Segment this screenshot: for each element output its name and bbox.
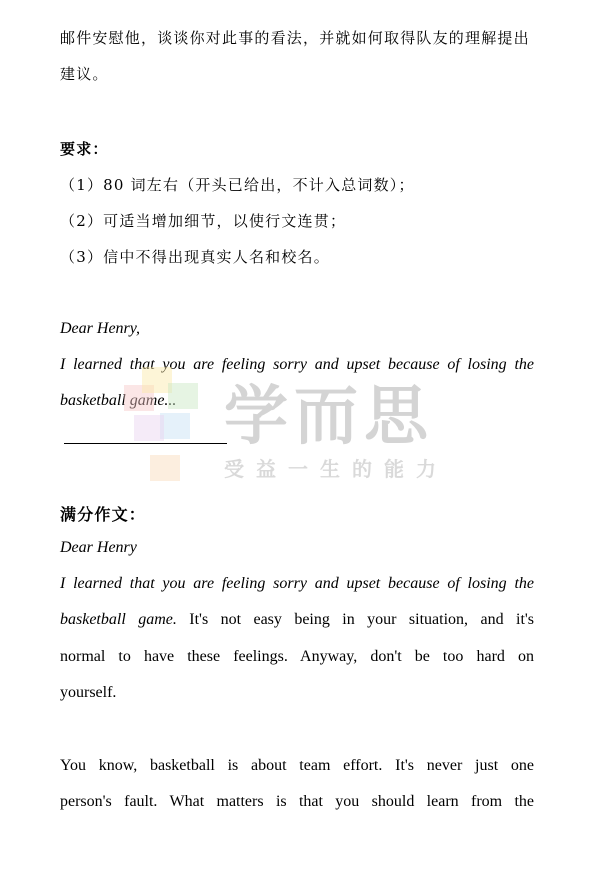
essay-p2-line-2: person's fault. What matters is that you should learn from the	[60, 793, 534, 810]
requirement-2: （2）可适当增加细节，以使行文连贯；	[60, 212, 347, 230]
essay-p1-line-3: normal to have these feelings. Anyway, don't be too hard on	[60, 648, 534, 665]
watermark-subtitle: 受益一生的能力	[224, 457, 448, 481]
watermark-square-icon	[160, 413, 190, 439]
essay-p2-line-1: You know, basketball is about team effort. It's never just one	[60, 757, 534, 774]
prompt-body-line-2: basketball game...	[60, 392, 177, 409]
essay-p1-line-2-italic: basketball game.	[60, 611, 177, 628]
essay-p1-line-2	[60, 611, 534, 629]
essay-p1-line-4: yourself.	[60, 684, 117, 701]
essay-p1-line-1: I learned that you are feeling sorry and upset because of losing the	[60, 575, 534, 592]
prompt-body-line-1: I learned that you are feeling sorry and upset because of losing the	[60, 356, 534, 373]
essay-greeting: Dear Henry	[60, 539, 137, 556]
essay-title: 满分作文：	[60, 505, 147, 524]
requirements-title: 要求：	[60, 140, 109, 158]
watermark-text: 学而思	[224, 380, 434, 454]
watermark-square-icon	[134, 415, 164, 441]
prompt-greeting: Dear Henry,	[60, 320, 140, 337]
watermark-logo	[120, 365, 480, 485]
requirement-1: （1）80 词左右（开头已给出，不计入总词数）；	[60, 176, 415, 194]
instruction-line-1: 邮件安慰他，谈谈你对此事的看法，并就如何取得队友的理解提出	[60, 29, 530, 47]
watermark-square-icon	[150, 455, 180, 481]
essay-p1-line-2-rest: It's not easy being in your situation, and it's	[176, 611, 535, 628]
instruction-line-2: 建议。	[60, 65, 109, 83]
answer-blank-line	[64, 443, 227, 444]
requirement-3: （3）信中不得出现真实人名和校名。	[60, 248, 330, 266]
